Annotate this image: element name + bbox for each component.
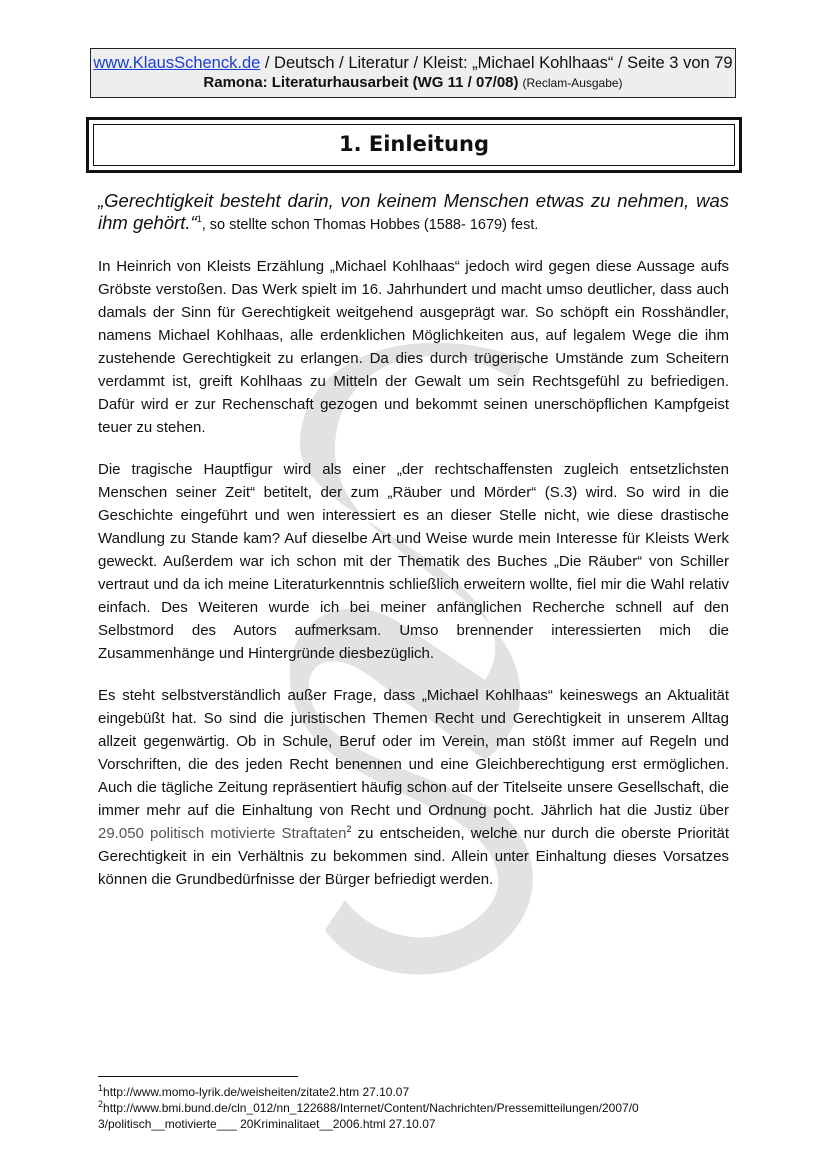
footnote-2-marker: 2 bbox=[98, 1099, 104, 1109]
paragraph-3-end: zu entscheiden, welche nur durch die oberste Priorität Gerechtigkeit in ein Verhältnis zu bekommen sind. Allein unter Einhaltung dieses Vorsatzes können die Grundbedürfnisse der Bürger befriedigt werden. bbox=[98, 825, 729, 888]
footnote-divider bbox=[98, 1076, 298, 1077]
footnote-2 bbox=[98, 1100, 738, 1116]
breadcrumb-text: / Deutsch / Literatur / Kleist: „Michael Kohlhaas“ / Seite 3 von 79 bbox=[260, 54, 733, 72]
paragraph-1: In Heinrich von Kleists Erzählung „Michael Kohlhaas“ jedoch wird gegen diese Aussage aufs Gröbste verstoßen. Das Werk spielt im 16. Jahrhundert und macht umso deutlicher, dass auch damals der Sinn für Gerechtigkeit weitgehend ausgeprägt war. So schöpft ein Rosshändler, namens Michael Kohlhaas, alle erdenklichen Möglichkeiten aus, auf legalem Wege die ihm zustehende Gerechtigkeit zu erlangen. Da dies durch trügerische Umstände zum Scheitern verdammt ist, greift Kohlhaas zu Mitteln der Gewalt um sein Rechtsgefühl zu befriedigen. Dafür wird er zur Rechenschaft gezogen und bekommt seinen unerschöpflichen Kampfgeist teuer zu stehen. bbox=[98, 258, 729, 436]
site-link[interactable]: www.KlausSchenck.de bbox=[93, 54, 261, 72]
footnote-2-continued bbox=[98, 1116, 738, 1132]
opening-quote bbox=[98, 190, 729, 236]
subtitle-text: Ramona: Literaturhausarbeit (WG 11 / 07/08) bbox=[203, 73, 519, 91]
page-header bbox=[90, 48, 736, 98]
section-title-inner bbox=[93, 124, 735, 166]
statistic-highlight: 29.050 politisch motivierte Straftaten bbox=[98, 825, 347, 842]
quote-attribution: , so stellte schon Thomas Hobbes (1588- 1679) fest. bbox=[201, 217, 539, 233]
paragraph-2: Die tragische Hauptfigur wird als einer „der rechtschaffensten zugleich entsetzlichsten Menschen seiner Zeit“ betitelt, der zum „Räuber und Mörder“ (S.3) wird. So wird in die Geschichte eingeführt und wen interessiert es an dieser Stelle nicht, wie diese drastische Wandlung zu Stande kam? Auf dieselbe Art und Weise wurde mein Interesse für Kleists Werk geweckt. Außerdem war ich schon mit der Thematik des Buches „Die Räuber“ von Schiller vertraut und da ich meine Literaturkenntnis schließlich erweitern wollte, fiel mir die Wahl relativ einfach. Des Weiteren wurde ich bei meiner anfänglichen Recherche schnell auf den Selbstmord des Autors aufmerksam. Umso brennender interessierten mich die Zusammenhänge und Hintergründe diesbezüglich. bbox=[98, 461, 729, 662]
footnote-2-line2[interactable]: 3/politisch__motivierte___ 20Kriminalitaet__2006.html 27.10.07 bbox=[98, 1117, 436, 1131]
document-body bbox=[98, 190, 729, 910]
section-title-box bbox=[86, 117, 742, 173]
paragraph-3 bbox=[98, 684, 729, 891]
section-title: 1. Einleitung bbox=[338, 132, 489, 156]
footnote-1 bbox=[98, 1084, 738, 1100]
footnote-2-line1[interactable]: http://www.bmi.bund.de/cln_012/nn_122688/Internet/Content/Nachrichten/Pressemitteilungen/2007/0 bbox=[103, 1101, 639, 1115]
footnote-1-text[interactable]: http://www.momo-lyrik.de/weisheiten/zitate2.htm 27.10.07 bbox=[103, 1085, 410, 1099]
paragraph-3-start: Es steht selbstverständlich außer Frage, dass „Michael Kohlhaas“ keineswegs an Aktualität eingebüßt hat. So sind die juristischen Themen Recht und Gerechtigkeit in unserem Alltag allzeit gegenwärtig. Ob in Schule, Beruf oder im Verein, man stößt immer auf Regeln und Vorschriften, die des jeden Recht benennen und eine Gleichberechtigung erst ermöglichen. Auch die tägliche Zeitung repräsentiert häufig schon auf der Titelseite unsere Gesellschaft, die immer mehr auf die Einhaltung von Recht und Ordnung pocht. Jährlich hat die Justiz über bbox=[98, 687, 729, 819]
footnotes bbox=[98, 1084, 738, 1132]
header-breadcrumb bbox=[91, 49, 735, 74]
quote-text: „Gerechtigkeit besteht darin, von keinem Menschen etwas zu nehmen, was ihm gehört.“ bbox=[98, 190, 729, 233]
footnote-1-marker: 1 bbox=[98, 1083, 104, 1093]
footnote-ref-2[interactable]: 2 bbox=[346, 824, 352, 834]
footnote-ref-1[interactable]: 1 bbox=[196, 213, 202, 224]
header-subtitle bbox=[91, 74, 735, 92]
edition-note: (Reclam-Ausgabe) bbox=[522, 75, 623, 90]
